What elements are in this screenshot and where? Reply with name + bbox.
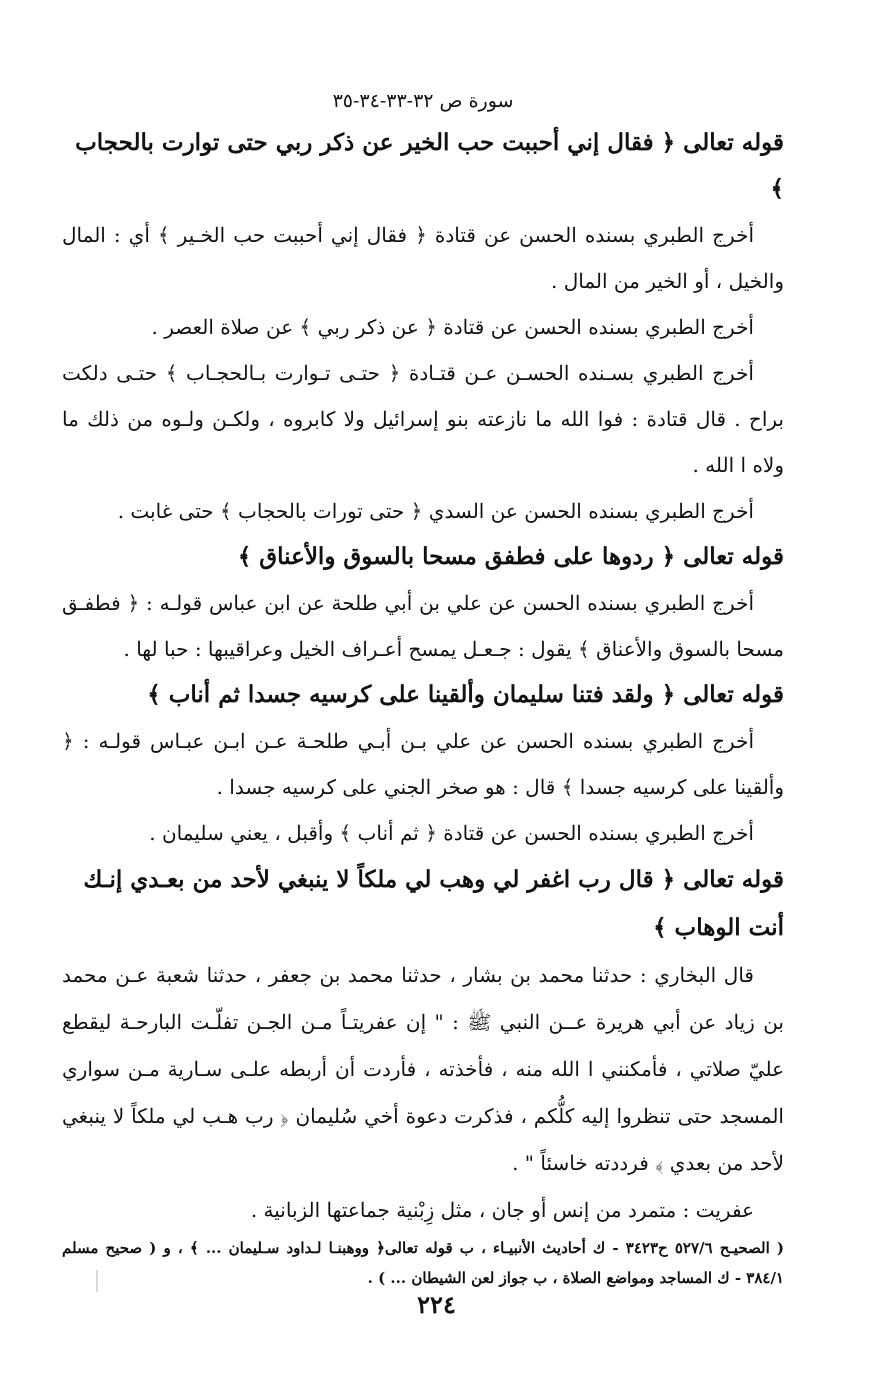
commentary-paragraph: أخرج الطبري بسنده الحسن عن قتادة ﴿ عن ذكر ربي ﴾ عن صلاة العصر . bbox=[151, 315, 754, 339]
margin-mark bbox=[96, 1270, 98, 1292]
commentary-paragraph: أخرج الطبري بسنده الحسن عن علي بن أبي طلحة عن ابن عباس قولـه : ﴿ فطفـق مسحا بالسوق والأعناق ﴾ يقول : جـعـل يمسح أعـراف الخيل وعراقيبها : حبا لها . bbox=[62, 591, 784, 661]
commentary-paragraph: أخرج الطبري بسنده الحسن عن علي بـن أبـي طلحـة عـن ابـن عبـاس قولـه : ﴿ وألقينا على كرسيه جسدا ﴾ قال : هو صخر الجني على كرسيه جسدا . bbox=[62, 729, 784, 799]
commentary-paragraph: أخرج الطبري بسـنده الحسـن عـن قتـادة ﴿ حتـى تـوارت بـالحجـاب ﴾ حتـى دلكت براح . قال قتادة : فوا الله ما نازعته بنو إسرائيل ولا كابروه ، ولكـن ولـوه من ذلك ما ولاه ا الله . bbox=[62, 361, 784, 477]
verse-heading: قوله تعالى ﴿ ردوها على فطفق مسحا بالسوق والأعناق ﴾ bbox=[237, 543, 784, 570]
commentary-paragraph: أخرج الطبري بسنده الحسن عن قتادة ﴿ فقال إني أحببت حب الخـير ﴾ أي : المال والخيل ، أو الخير من المال . bbox=[62, 223, 784, 293]
verse-heading: قوله تعالى ﴿ فقال إني أحببت حب الخير عن ذكر ربي حتى توارت بالحجاب ﴾ bbox=[75, 129, 784, 202]
footnote-reference: ( الصحيـح ٥٢٧/٦ ح٣٤٢٣ - ك أحاديث الأنبيـاء ، ب قوله تعالى﴿ ووهبنـا لـداود سـليمان ... ﴾ ، و ( صحيح مسلم ٣٨٤/١ - ك المساجد ومواضع الصلاة ، ب جواز لعن الشيطان ... ) . bbox=[62, 1239, 784, 1287]
page-body bbox=[62, 88, 784, 1293]
verse-heading: قوله تعالى ﴿ ولقد فتنا سليمان وألقينا على كرسيه جسدا ثم أناب ﴾ bbox=[147, 681, 784, 708]
glossary-paragraph: عفريت : متمرد من إنس أو جان ، مثل زِبْنية جماعتها الزبانية . bbox=[250, 1198, 754, 1222]
running-header: سورة ص ٣٢-٣٣-٣٤-٣٥ bbox=[332, 90, 514, 112]
verse-heading: قوله تعالى ﴿ قال رب اغفر لي وهب لي ملكاً لا ينبغي لأحد من بعـدي إنـك أنت الوهاب ﴾ bbox=[83, 866, 784, 941]
page-number: ٢٢٤ bbox=[417, 1290, 456, 1319]
commentary-paragraph: أخرج الطبري بسنده الحسن عن قتادة ﴿ ثم أناب ﴾ وأقبل ، يعني سليمان . bbox=[149, 821, 754, 845]
commentary-paragraph: أخرج الطبري بسنده الحسن عن السدي ﴿ حتى تورات بالحجاب ﴾ حتى غابت . bbox=[117, 499, 754, 523]
hadith-paragraph: قال البخاري : حدثنا محمد بن بشار ، حدثنا محمد بن جعفر ، حدثنا شعبة عـن محمد بن زياد عن أبي هريرة عــن النبي ﷺ : " إن عفريتـاً مـن الجـن تفلّـت البارحـة ليقطع عليّ صلاتي ، فأمكنني ا الله منه ، فأخذته ، فأردت أن أربطه علـى سـارية مـن سواري المسجد حتى تنظروا إليه كلُّكم ، فذكرت دعوة أخي سُليمان ﴿ رب هـب لي ملكاً لا ينبغي لأحد من بعدي ﴾ فرددته خاسئاً " . bbox=[62, 963, 784, 1175]
